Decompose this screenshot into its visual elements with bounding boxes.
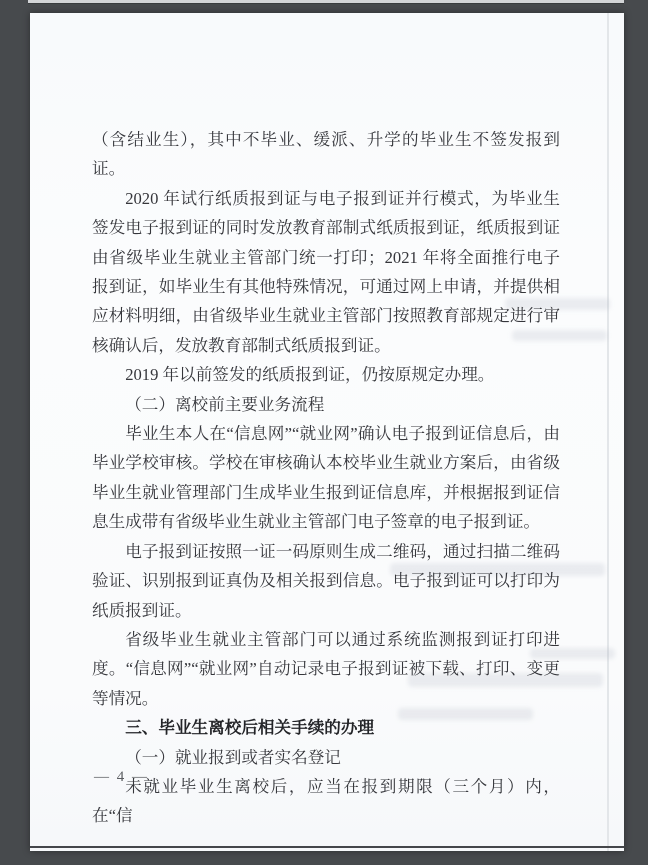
para-confirm-process: 毕业生本人在“信息网”“就业网”确认电子报到证信息后，由毕业学校审核。学校在审核确认本校毕业生就业方案后，由省级毕业生就业管理部门生成毕业生报到证信息库，并根据报到证信息生成带有省级毕业生就业主管部门电子签章的电子报到证。 bbox=[92, 424, 560, 532]
para-qrcode: 电子报到证按照一证一码原则生成二维码，通过扫描二维码验证、识别报到证真伪及相关报到信息。电子报到证可以打印为纸质报到证。 bbox=[92, 541, 560, 620]
scan-fold-line bbox=[607, 13, 609, 851]
heading-section-2: （二）离校前主要业务流程 bbox=[125, 394, 325, 414]
heading-section-3-1: （一）就业报到或者实名登记 bbox=[125, 747, 341, 767]
para-unemployed-graduates: 未就业毕业生离校后，应当在报到期限（三个月）内，在“信 bbox=[92, 776, 560, 826]
para-carryover: （含结业生），其中不毕业、缓派、升学的毕业生不签发报到证。 bbox=[92, 130, 560, 179]
scanned-page bbox=[30, 13, 624, 851]
page-number: — 4 — bbox=[94, 769, 149, 785]
page-bottom-shadow bbox=[30, 846, 624, 848]
heading-section-3: 三、毕业生离校后相关手续的办理 bbox=[125, 718, 375, 738]
para-2019-old-rules: 2019 年以前签发的纸质报到证，仍按原规定办理。 bbox=[125, 365, 495, 385]
document-text bbox=[92, 125, 560, 831]
para-monitor-print: 省级毕业生就业主管部门可以通过系统监测报到证打印进度。“信息网”“就业网”自动记录电子报到证被下载、打印、变更等情况。 bbox=[92, 629, 560, 708]
previous-page-edge bbox=[28, 0, 624, 4]
para-2020-parallel-mode: 2020 年试行纸质报到证与电子报到证并行模式，为毕业生签发电子报到证的同时发放教育部制式纸质报到证，纸质报到证由省级毕业生就业主管部门统一打印；2021 年将全面推行电子报到证，如毕业生有其他特殊情况，可通过网上申请，并提供相应材料明细，由省级毕业生就业主管部门按照教育部规定进行审核确认后，发放教育部制式纸质报到证。 bbox=[92, 188, 560, 355]
